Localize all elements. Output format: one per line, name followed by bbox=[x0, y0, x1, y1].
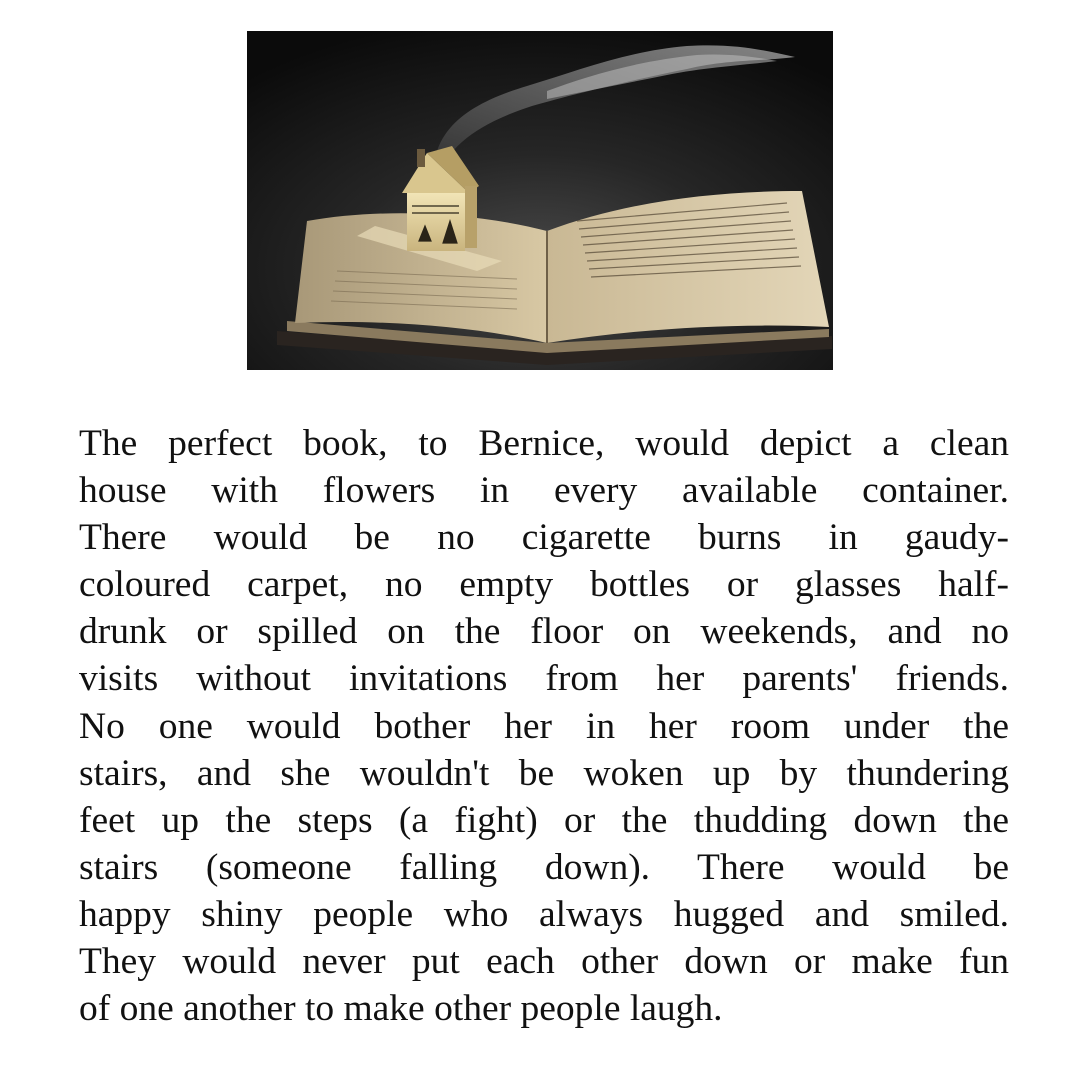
passage-line: No one would bother her in her room under the bbox=[79, 705, 1009, 747]
passage-line: happy shiny people who always hugged and smiled. bbox=[79, 893, 1009, 935]
book-house-illustration bbox=[247, 31, 833, 370]
passage-line: stairs (someone falling down). There would be bbox=[79, 846, 1009, 888]
passage-line: The perfect book, to Bernice, would depict a clean bbox=[79, 423, 1009, 464]
passage-line: They would never put each other down or make fun bbox=[79, 941, 1009, 983]
passage-line: house with flowers in every available container. bbox=[79, 470, 1009, 512]
story-passage bbox=[79, 420, 1009, 1032]
passage-line: visits without invitations from her parents' friends. bbox=[79, 658, 1009, 700]
passage-line: feet up the steps (a fight) or the thudding down the bbox=[79, 799, 1009, 841]
passage-line: stairs, and she wouldn't be woken up by thundering bbox=[79, 752, 1009, 794]
passage-line: drunk or spilled on the floor on weekends, and no bbox=[79, 611, 1009, 653]
passage-line: of one another to make other people laugh. bbox=[79, 988, 723, 1030]
passage-line: coloured carpet, no empty bottles or glasses half- bbox=[79, 564, 1009, 606]
passage-line: There would be no cigarette burns in gaudy- bbox=[79, 517, 1009, 559]
